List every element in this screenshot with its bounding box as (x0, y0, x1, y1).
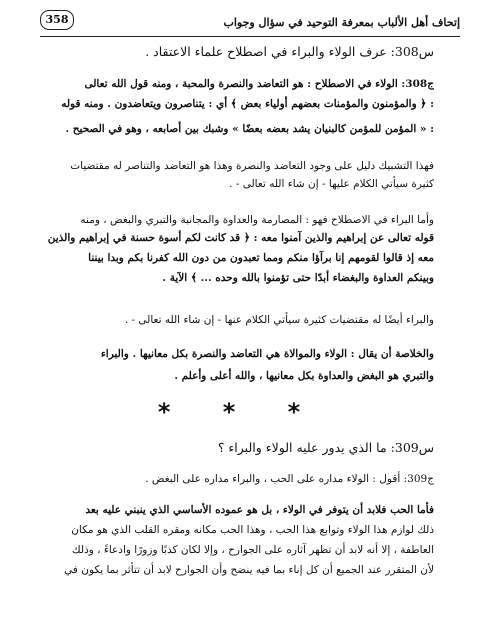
answer-309: ج309: أقول : الولاء مداره على الحب ، والبراء مداره على البغض . (145, 473, 434, 485)
paragraph-2-line-1: فهذا التشبيك دليل على وجود التعاضد والنصرة وهذا هو التعاضد والتناصر له مقتضيات (70, 160, 434, 172)
answer-308-line-3: : « المؤمن للمؤمن كالبنيان يشد بعضه بعضًا » وشبك بين أصابعه ، وهو في الصحيح . (65, 123, 434, 135)
page-number: 358 (40, 10, 74, 30)
summary-line-2: والتبري هو البغض والعداوة بكل معانيها ، والله أعلى وأعلم . (174, 370, 434, 382)
paragraph-6-line-1: فأما الحب فلابد أن يتوفر في الولاء ، بل هو عموده الأساسي الذي ينبني عليه بعد (85, 504, 434, 516)
paragraph-3-line-4: وبينكم العداوة والبغضاء أبدًا حتى تؤمنوا بالله وحده ... ﴾ الآية . (162, 272, 434, 284)
question-309: س309: ما الذي يدور عليه الولاء والبراء ؟ (217, 440, 434, 455)
question-308: س308: عرف الولاء والبراء في اصطلاح علماء الاعتقاد . (145, 44, 434, 59)
paragraph-2-line-2: كثيرة سيأتي الكلام عليها - إن شاء الله تعالى - . (229, 178, 434, 190)
summary-line-1: والخلاصة أن يقال : الولاء والموالاة هي التعاضد والنصرة بكل معانيها . والبراء (100, 348, 434, 360)
answer-308-line-1: ج308: الولاء في الاصطلاح : هو التعاضد والنصرة والمحبة ، ومنه قول الله تعالى (84, 78, 434, 90)
running-header (40, 8, 460, 37)
paragraph-3-line-1: وأما البراء في الاصطلاح فهو : المصارمة والعداوة والمجانبة والتبري والبغض ، ومنه (80, 214, 434, 226)
paragraph-3-line-2: قوله تعالى عن إبراهيم والذين آمنوا معه : ﴿ قد كانت لكم أسوة حسنة في إبراهيم والذين (47, 232, 434, 244)
paragraph-6-line-2: ذلك لوازم هذا الولاء وتوابع هذا الحب ، وهذا الحب مكانه ومقره القلب الذي هو مكان (71, 524, 434, 536)
paragraph-6-line-4: لأن المتقرر عند الجميع أن كل إناء بما فيه ينضح وأن الجوارح لابد أن تتأثر بما يكون في (64, 564, 434, 576)
book-title: إتحاف أهل الألباب بمعرفة التوحيد في سؤال وجواب (223, 16, 460, 29)
paragraph-4: والبراء أيضًا له مقتضيات كثيرة سيأتي الكلام عنها - إن شاء الله تعالى - . (124, 314, 434, 326)
answer-308-line-2: : ﴿ والمؤمنون والمؤمنات بعضهم أولياء بعض ﴾ أي : يتناصرون ويتعاضدون . ومنه قوله (61, 98, 434, 110)
section-separator: * * * (157, 398, 323, 426)
paragraph-3-line-3: معه إذ قالوا لقومهم إنا برآؤا منكم ومما تعبدون من دون الله كفرنا بكم وبدا بيننا (88, 252, 434, 264)
paragraph-6-line-3: العاطفة ، إلا أنه لابد أن تظهر آثاره على الجوارح ، وإلا لكان كذبًا وزورًا وادعاءً ، وذلك (72, 544, 434, 556)
